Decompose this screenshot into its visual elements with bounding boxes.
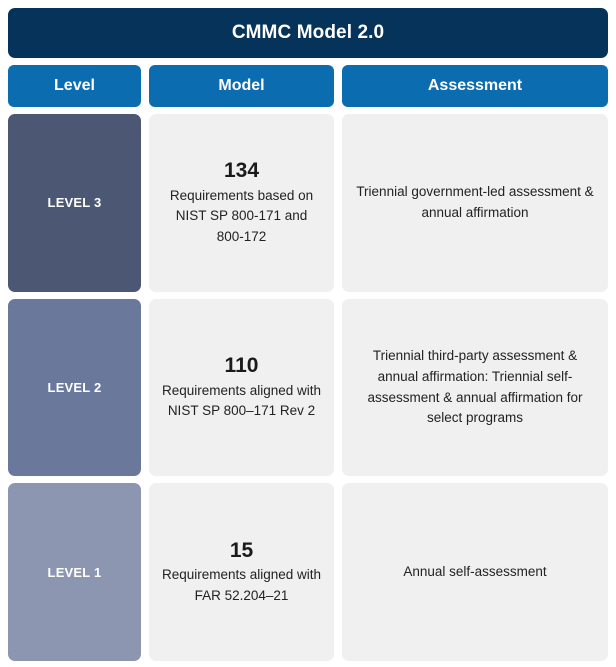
assessment-cell-level-2 [342, 299, 608, 477]
table-row [8, 114, 608, 292]
assessment-cell-level-3 [342, 114, 608, 292]
column-header-assessment [342, 65, 608, 107]
level-badge-level-1 [8, 483, 141, 661]
level-badge-label: LEVEL 3 [47, 195, 102, 211]
requirement-count: 134 [223, 159, 260, 183]
assessment-description: Annual self-assessment [403, 563, 547, 579]
assessment-description: Triennial government-led assessment & annual affirmation [356, 183, 594, 220]
column-header-row [8, 65, 608, 107]
model-cell-level-1 [149, 483, 334, 661]
assessment-cell-level-1 [342, 483, 608, 661]
column-header-model-label: Model [218, 77, 265, 94]
column-header-level-label: Level [54, 77, 95, 94]
column-header-assessment-label: Assessment [427, 77, 523, 94]
infographic-title-banner [8, 8, 608, 58]
model-cell-level-2 [149, 299, 334, 477]
table-row [8, 483, 608, 661]
requirement-description: Requirements aligned with NIST SP 800–171 Rev 2 [161, 382, 322, 419]
requirement-count: 15 [229, 539, 254, 563]
level-badge-label: LEVEL 1 [47, 564, 102, 580]
requirement-description: Requirements based on NIST SP 800-171 and 800-172 [169, 187, 314, 244]
column-header-level [8, 65, 141, 107]
page-title: CMMC Model 2.0 [231, 22, 385, 43]
level-badge-label: LEVEL 2 [47, 380, 102, 395]
model-cell-level-3 [149, 114, 334, 292]
column-header-model [149, 65, 334, 107]
table-row [8, 299, 608, 477]
assessment-description: Triennial third-party assessment & annual affirmation: Triennial self-assessment & annual affirmation for select programs [367, 347, 583, 426]
requirement-count: 110 [224, 354, 259, 378]
level-badge-level-3 [8, 114, 141, 292]
requirement-description: Requirements aligned with FAR 52.204–21 [161, 567, 322, 603]
level-badge-level-2 [8, 299, 141, 477]
